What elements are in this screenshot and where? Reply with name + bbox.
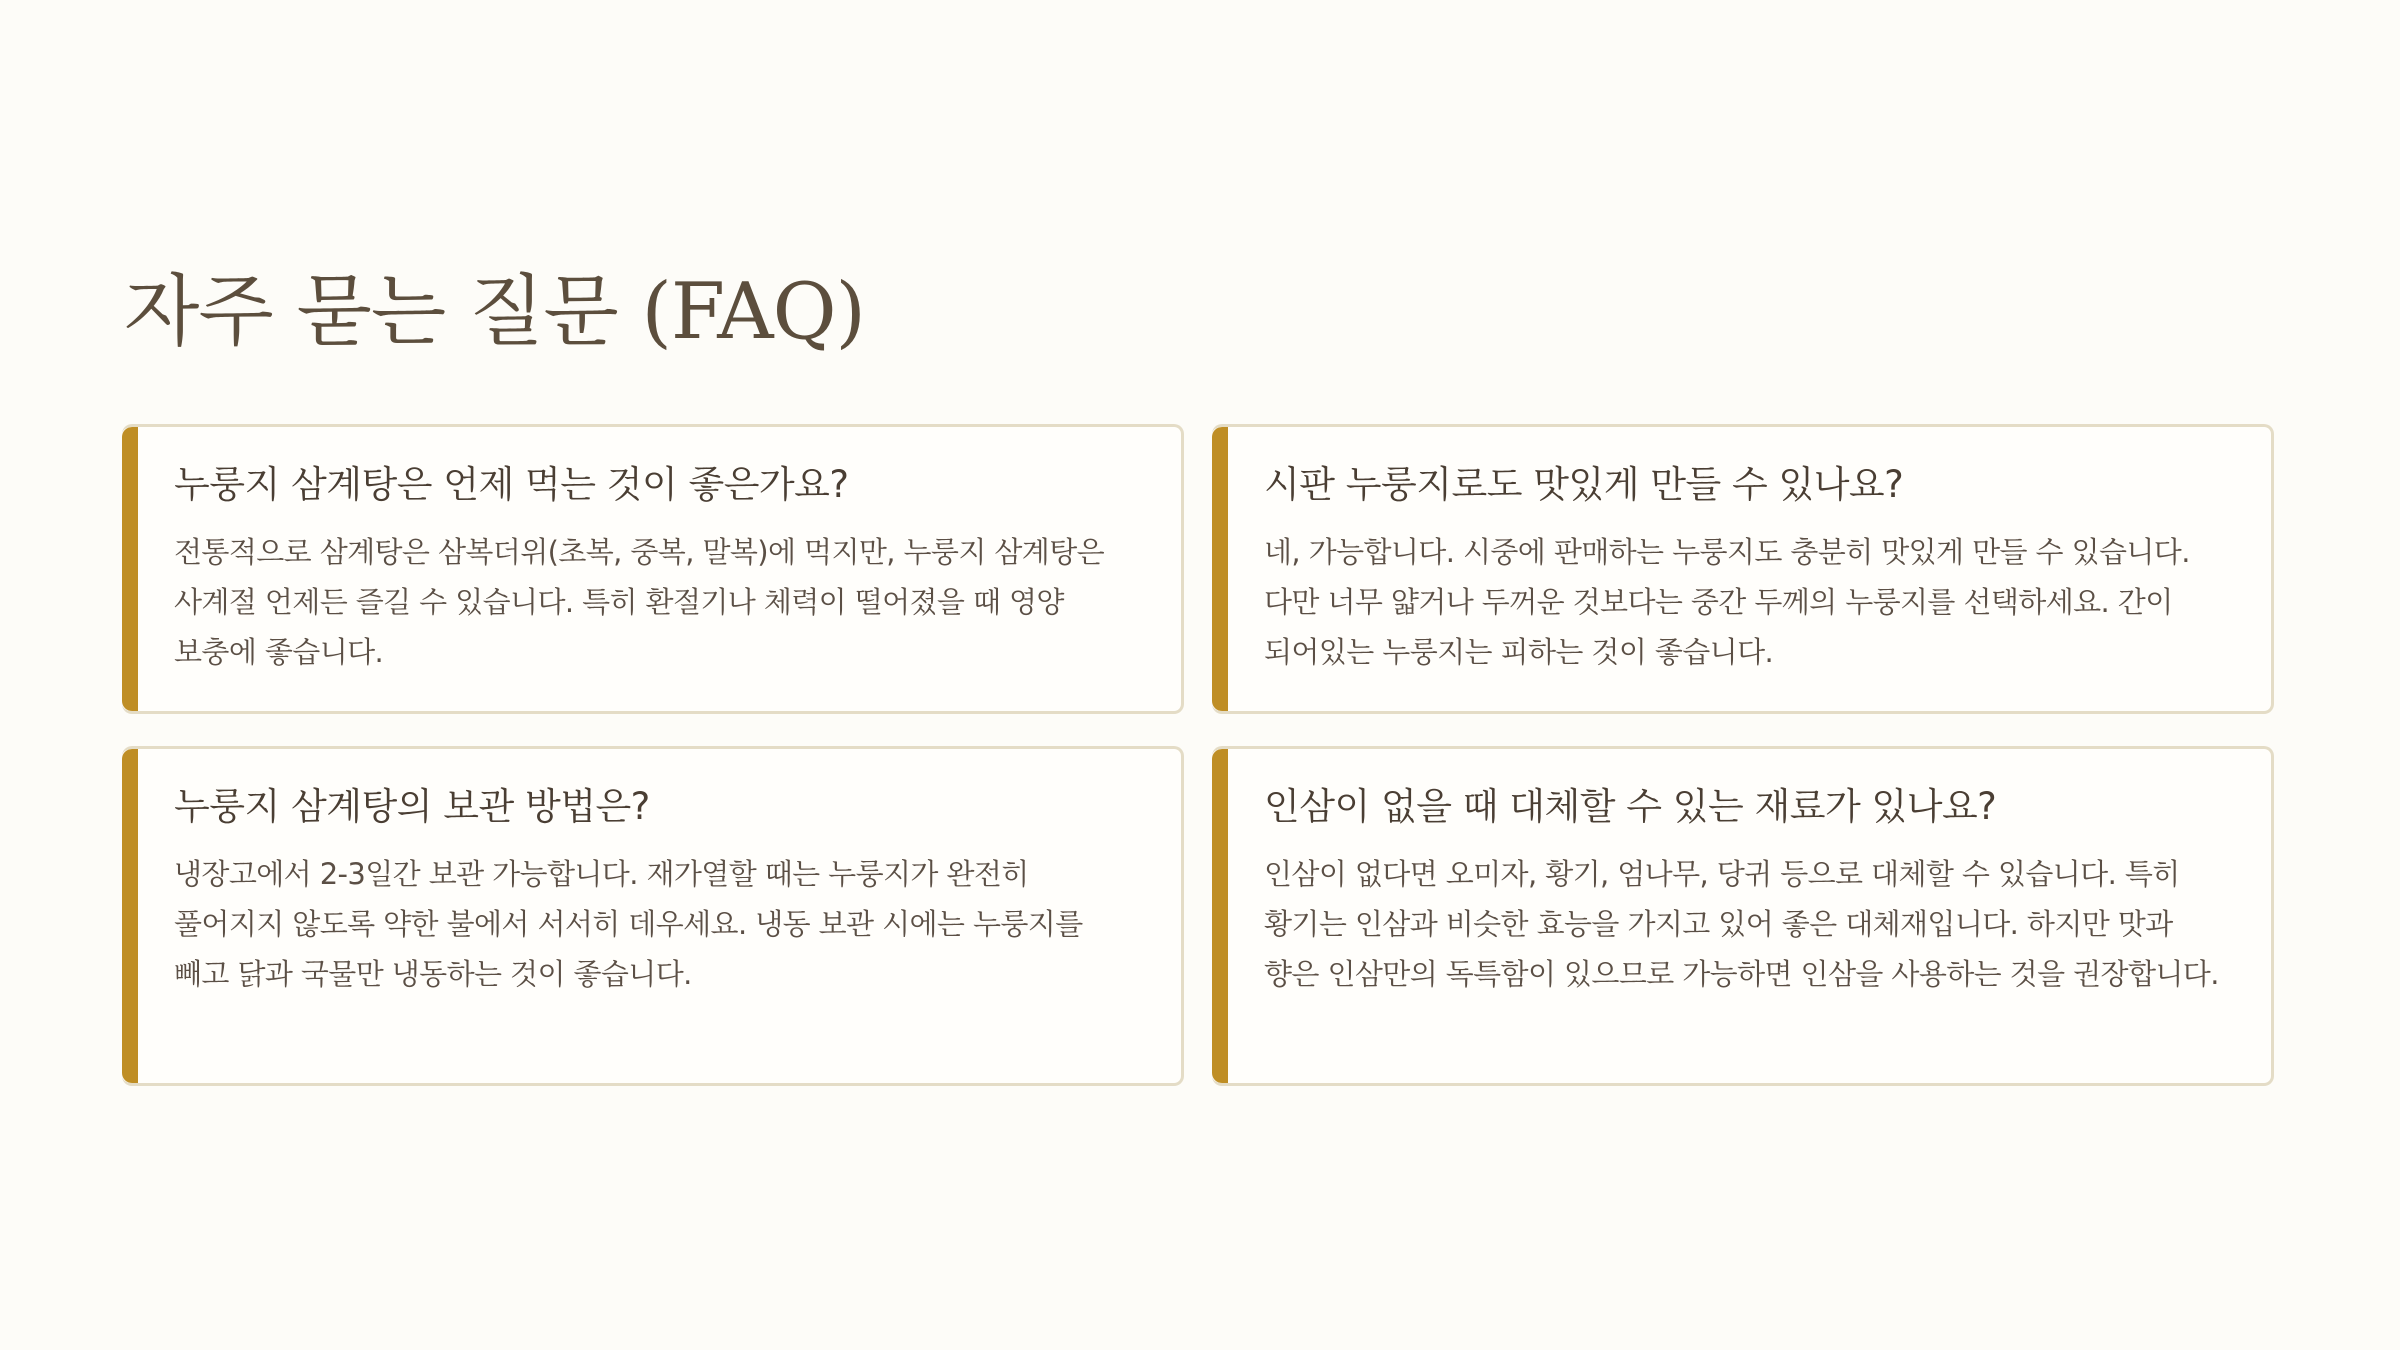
card-accent-bar: [122, 749, 138, 1083]
faq-card-ginseng-substitute: [1212, 746, 2274, 1086]
card-accent-bar: [1212, 427, 1228, 711]
faq-answer: 인삼이 없다면 오미자, 황기, 엄나무, 당귀 등으로 대체할 수 있습니다. 특히 황기는 인삼과 비슷한 효능을 가지고 있어 좋은 대체재입니다. 하지만 맛과 향은 인삼만의 독특함이 있으므로 가능하면 인삼을 사용하는 것을 권장합니다.: [1264, 857, 2219, 991]
faq-card-storage: [122, 746, 1184, 1086]
faq-card-store-bought-nurungji: [1212, 424, 2274, 714]
faq-answer: 전통적으로 삼계탕은 삼복더위(초복, 중복, 말복)에 먹지만, 누룽지 삼계탕은 사계절 언제든 즐길 수 있습니다. 특히 환절기나 체력이 떨어졌을 때 영양 보충에 좋습니다.: [174, 535, 1105, 669]
faq-card-when-to-eat: [122, 424, 1184, 714]
faq-question: 시판 누룽지로도 맛있게 만들 수 있나요?: [1264, 463, 1904, 506]
faq-question: 누룽지 삼계탕은 언제 먹는 것이 좋은가요?: [174, 463, 849, 506]
faq-question: 인삼이 없을 때 대체할 수 있는 재료가 있나요?: [1264, 785, 1997, 828]
faq-answer: 냉장고에서 2-3일간 보관 가능합니다. 재가열할 때는 누룽지가 완전히 풀어지지 않도록 약한 불에서 서서히 데우세요. 냉동 보관 시에는 누룽지를 빼고 닭과 국물만 냉동하는 것이 좋습니다.: [174, 857, 1083, 991]
faq-question: 누룽지 삼계탕의 보관 방법은?: [174, 785, 650, 828]
card-accent-bar: [1212, 749, 1228, 1083]
faq-answer: 네, 가능합니다. 시중에 판매하는 누룽지도 충분히 맛있게 만들 수 있습니다. 다만 너무 얇거나 두꺼운 것보다는 중간 두께의 누룽지를 선택하세요. 간이 되어있는 누룽지는 피하는 것이 좋습니다.: [1264, 535, 2190, 669]
card-accent-bar: [122, 427, 138, 711]
faq-list: [122, 424, 2274, 1086]
page-title: 자주 묻는 질문 (FAQ): [124, 267, 865, 357]
